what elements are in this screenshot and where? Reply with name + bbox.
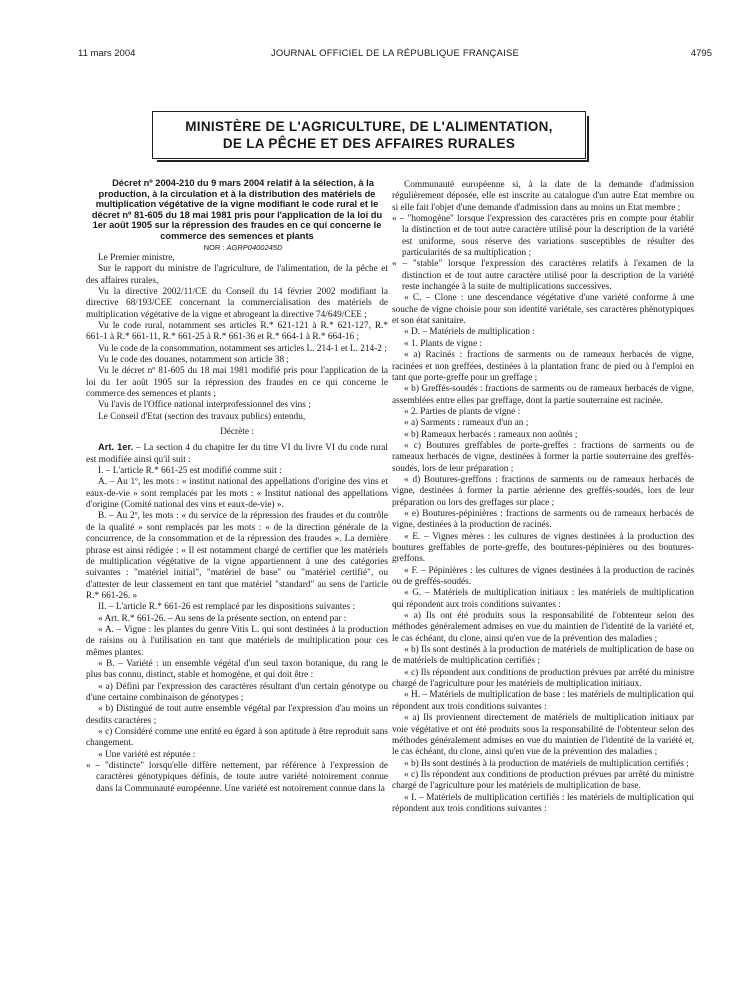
- paragraph: Le Premier ministre,: [98, 252, 175, 263]
- paragraph: « E. – Vignes mères : les cultures de vignes destinées à la production des boutures greffables de porte-greffe, des boutures-pépinières ou des boutures-greffons.: [392, 531, 694, 565]
- paragraph: Vu la directive 2002/11/CE du Conseil du 14 février 2002 modifiant la directive 68/193/CEE concernant la commercialisation des matériels de multiplication végétative de la vigne et abrogeant la directive 74/649/CEE ;: [86, 286, 388, 320]
- journal-title: JOURNAL OFFICIEL DE LA RÉPUBLIQUE FRANÇAISE: [270, 48, 520, 59]
- paragraph: « Une variété est réputée :: [98, 749, 196, 760]
- paragraph: « B. – Variété : un ensemble végétal d'un seul taxon botanique, du rang le plus bas connu, distinct, stable et homogène, et qui doit être :: [86, 658, 388, 681]
- paragraph: « c) Ils répondent aux conditions de production prévues par arrêté du ministre chargé de l'agriculture pour les matériels de multiplication de base.: [392, 769, 694, 792]
- paragraph: « b) Rameaux herbacés : rameaux non aoûtés ;: [404, 429, 578, 440]
- paragraph: « c) Considéré comme une entité eu égard à son aptitude à être reproduit sans changement.: [86, 727, 388, 749]
- paragraph: « I. – Matériels de multiplication certifiés : les matériels de multiplication qui répondent aux trois conditions suivantes :: [392, 792, 694, 814]
- paragraph: Vu le code des douanes, notamment son article 38 ;: [98, 355, 290, 365]
- right-column: [392, 180, 694, 815]
- nor-label: NOR :: [203, 242, 227, 252]
- ministry-line-1: MINISTÈRE DE L'AGRICULTURE, DE L'ALIMENTATION,: [185, 119, 553, 134]
- paragraph: « a) Ils ont été produits sous la responsabilité de l'obtenteur selon des méthodes généralement admises en vue du maintien de l'identité de la variété et, le cas échéant, du clone, ainsi qu'en vue de la prévention des maladies ;: [392, 611, 694, 644]
- paragraph: « A. – Vigne : les plantes du genre Vitis L. qui sont destinées à la production de raisins ou à l'utilisation en tant que matériels de multiplication pour ces mêmes plantes.: [86, 624, 388, 658]
- paragraph: « b) Ils sont destinés à la production de matériels de multiplication certifiés ;: [404, 758, 689, 769]
- paragraph: « a) Ils proviennent directement de matériels de multiplication initiaux par voie végétative et ont été produits sous la responsabilité de l'obtenteur selon des méthodes généralement admises en vue du maintien de l'identité de la variété et, le cas échéant, du clone, ainsi qu'en vue de la prévention des maladies ;: [392, 713, 694, 758]
- paragraph: Vu le code de la consommation, notamment ses articles L. 214-1 et L. 214-2 ;: [98, 343, 387, 354]
- preamble: [86, 253, 388, 423]
- page-header: [78, 48, 712, 62]
- paragraph: Vu l'avis de l'Office national interprofessionnel des vins ;: [98, 400, 311, 411]
- nor-reference: [86, 242, 388, 253]
- paragraph: « c) Ils répondent aux conditions de production prévues par arrêté du ministre chargé de l'agriculture pour les matériels de multiplication initiaux.: [392, 667, 694, 690]
- paragraph: « C. – Clone : une descendance végétative d'une variété conforme à une souche de vigne choisie pour son identité variétale, ses caractères phénotypiques et son état sanitaire.: [392, 293, 694, 327]
- paragraph: II. – L'article R.* 661-26 est remplacé par les dispositions suivantes :: [98, 602, 356, 613]
- article-1: [86, 442, 388, 466]
- paragraph: Le Conseil d'Etat (section des travaux publics) entendu,: [98, 411, 306, 422]
- paragraph: « a) Racinés : fractions de sarments ou de rameaux herbacés de vigne, racinées et non greffées, destinées à la plantation franc de pied ou à l'emploi en tant que porte-greffe pour un greffage ;: [392, 350, 694, 383]
- issue-date: 11 mars 2004: [78, 48, 136, 59]
- paragraph: « b) Ils sont destinés à la production de matériels de multiplication de base ou de matériels de multiplication certifiés ;: [392, 645, 694, 667]
- paragraph: « 1. Plants de vigne :: [404, 338, 482, 349]
- paragraph: « a) Défini par l'expression des caractères résultant d'un certain génotype ou d'une certaine combinaison de génotypes ;: [86, 681, 388, 703]
- paragraph: B. – Au 2º, les mots : « du service de la répression des fraudes et du contrôle de la qualité » sont remplacés par les mots : « de la direction générale de la concurrence, de la consommation et de la répression des fraudes ». La dernière phrase est ainsi rédigée : « Il est notamment chargé de certifier que les matériels de multiplication végétative de la vigne appartiennent à une des catégories suivantes : "matériel initial", "matériel de base" ou "matériel certifié", ou d'attester de leur classement en tant que matériel "standard" au sens de l'article R.* 661-26. »: [86, 511, 388, 601]
- paragraph: I. – L'article R.* 661-25 est modifié comme suit :: [98, 466, 282, 477]
- paragraph: Vu le code rural, notamment ses articles R.* 621-121 à R.* 621-127, R.* 661-1 à R.* 661-11, R.* 661-25 à R.* 661-36 et R.* 664-1 à R.* 664-16 ;: [86, 320, 388, 343]
- decrete-heading: Décrète :: [220, 427, 254, 438]
- paragraph: « G. – Matériels de multiplication initiaux : les matériels de multiplication qui répondent aux trois conditions suivantes :: [392, 588, 694, 610]
- paragraph: A. – Au 1º, les mots : « institut national des appellations d'origine des vins et eaux-de-vie » sont remplacés par les mots : « Institut national des appellations d'origine (Comité national des vins et eaux-de-vie) ».: [86, 477, 388, 511]
- paragraph: « D. – Matériels de multiplication :: [404, 327, 535, 338]
- article-1-label: Art. 1er.: [98, 442, 134, 453]
- ministry-line-2: DE LA PÊCHE ET DES AFFAIRES RURALES: [222, 136, 516, 151]
- paragraph: « b) Distingué de tout autre ensemble végétal par l'expression d'au moins un desdits caractères ;: [86, 704, 388, 726]
- ministry-box: [152, 111, 586, 159]
- left-column: [86, 178, 388, 795]
- article-1-text: – La section 4 du chapitre Ier du titre VI du livre VI du code rural est modifiée ainsi qu'il suit :: [86, 443, 388, 465]
- paragraph: « – "distincte" lorsqu'elle diffère nettement, par référence à l'expression de caractères génotypiques définis, de toute autre variété notoirement connue dans la Communauté européenne. Une variété est notoirement connue dans la: [86, 761, 388, 794]
- paragraph: « d) Boutures-greffons : fractions de sarments ou de rameaux herbacés de vigne, destinées à former la partie aérienne des greffés-soudés, lors de leur préparation ou lors des greffages sur place ;: [392, 474, 694, 508]
- paragraph: « c) Boutures greffables de porte-greffes : fractions de sarments ou de rameaux herbacés de vigne, destinées à former la partie souterraine des greffés-soudés, lors de leur préparation ;: [392, 440, 694, 474]
- paragraph: « – "stable" lorsque l'expression des caractères relatifs à l'examen de la distinction et de tout autre caractère utilisé pour la description de la variété reste inchangée à la suite de multiplications successives.: [392, 259, 694, 293]
- article-1-body-continued: [392, 180, 694, 815]
- paragraph: « a) Sarments : rameaux d'un an ;: [404, 418, 529, 429]
- paragraph: « – "homogène" lorsque l'expression des caractères pris en compte pour établir la distinction et de tout autre caractère utilisé pour la description de la variété est uniforme, sous réserve des variations susceptibles de résulter des particularités de sa multiplication ;: [392, 214, 694, 259]
- paragraph: « F. – Pépinières : les cultures de vignes destinées à la production de racinés ou de greffés-soudés.: [392, 565, 694, 588]
- decree-title: Décret nº 2004-210 du 9 mars 2004 relatif à la sélection, à la production, à la circulation et à la distribution des matériels de multiplication végétative de la vigne modifiant le code rural et le décret nº 81-605 du 18 mai 1981 pris pour l'application de la loi du 1er août 1905 sur la répression des fraudes en ce qui concerne le commerce des semences et plants: [91, 178, 383, 241]
- paragraph: « e) Boutures-pépinières : fractions de sarments ou de rameaux herbacés de vigne, destinées à la production de racinés.: [392, 508, 694, 531]
- paragraph: « 2. Parties de plants de vigne :: [404, 406, 521, 417]
- paragraph: « Art. R.* 661-26. – Au sens de la présente section, on entend par :: [98, 613, 347, 624]
- article-1-body: [86, 466, 388, 795]
- nor-value: AGRP0400245D: [226, 242, 283, 252]
- paragraph: Vu le décret nº 81-605 du 18 mai 1981 modifié pris pour l'application de la loi du 1er août 1905 sur la répression des fraudes en ce qui concerne le commerce des semences et plants ;: [86, 366, 388, 400]
- page-number: 4795: [690, 48, 712, 59]
- paragraph: « b) Greffés-soudés : fractions de sarments ou de rameaux herbacés de vigne, assemblées entre elles par greffage, dont la partie souterraine est racinée.: [392, 384, 694, 406]
- paragraph: Communauté européenne si, à la date de la demande d'admission régulièrement déposée, elle est inscrite au catalogue d'un autre Etat membre ou si elle fait l'objet d'une demande d'admission dans au moins un Etat membre ;: [392, 180, 694, 213]
- paragraph: Sur le rapport du ministre de l'agriculture, de l'alimentation, de la pêche et des affaires rurales,: [86, 264, 388, 286]
- paragraph: « H. – Matériels de multiplication de base : les matériels de multiplication qui répondent aux trois conditions suivantes :: [392, 690, 694, 712]
